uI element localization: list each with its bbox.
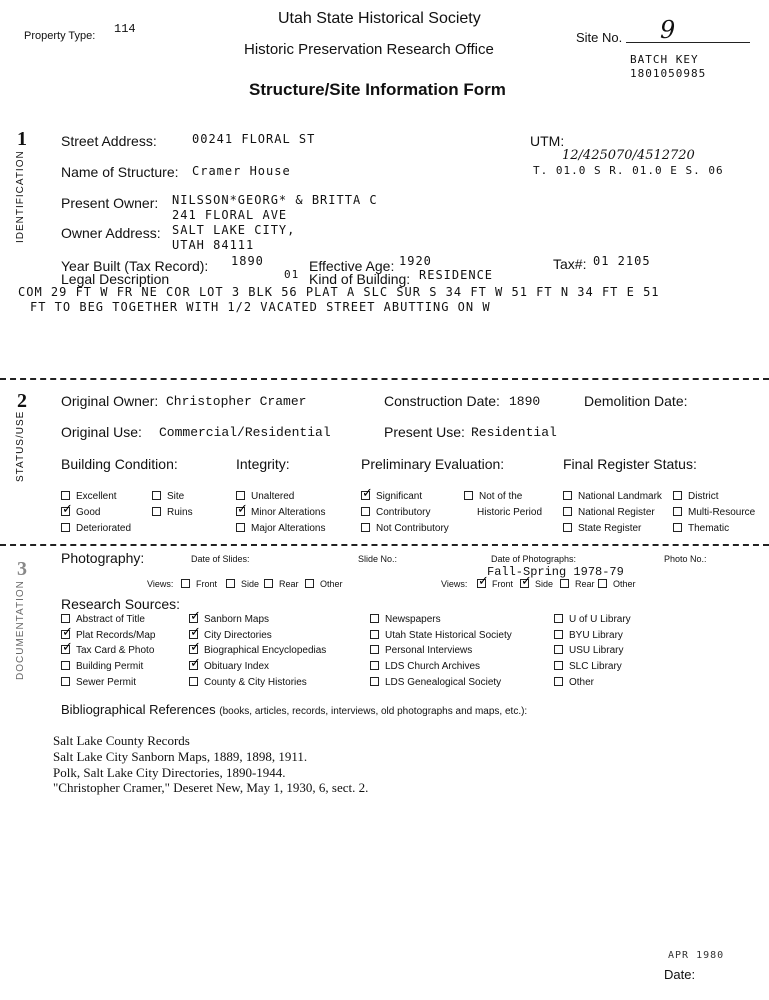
checkbox-icon <box>181 579 190 588</box>
section-3-number: 3 <box>17 558 27 580</box>
utm-label: UTM: <box>530 133 565 149</box>
kind-of-building-value: RESIDENCE <box>419 268 494 282</box>
checkbox-icon <box>563 507 572 516</box>
effective-age-value: 1920 <box>399 254 432 268</box>
structure-name-label: Name of Structure: <box>61 164 179 180</box>
checked-checkbox-icon <box>61 507 70 516</box>
source-county-city-histories[interactable]: County & City Histories <box>189 677 307 688</box>
slide-view-front[interactable]: Front <box>181 579 217 589</box>
photo-views-label: Views: <box>441 579 468 589</box>
checkbox-icon <box>370 645 379 654</box>
register-district-option[interactable]: District <box>673 491 719 502</box>
batch-key-value: 1801050985 <box>630 67 707 80</box>
source-personal-interviews[interactable]: Personal Interviews <box>370 645 472 656</box>
year-built-value: 1890 <box>231 254 264 268</box>
source-tax-card[interactable]: ✓Tax Card & Photo <box>61 645 154 656</box>
checked-checkbox-icon <box>61 645 70 654</box>
condition-excellent-option[interactable]: Excellent <box>61 491 117 502</box>
construction-date-label: Construction Date: <box>384 393 500 409</box>
construction-date-value: 1890 <box>509 394 541 409</box>
evaluation-significant-option[interactable]: ✓Significant <box>361 491 422 502</box>
utm-value: 12/425070/4512720 <box>562 148 695 163</box>
source-slc-library[interactable]: SLC Library <box>554 661 622 672</box>
source-city-directories[interactable]: ✓City Directories <box>189 630 272 641</box>
trs-value: T. 01.0 S R. 01.0 E S. 06 <box>533 164 724 177</box>
checkbox-icon <box>370 630 379 639</box>
checkbox-icon <box>554 677 563 686</box>
form-title: Structure/Site Information Form <box>249 80 506 99</box>
present-use-label: Present Use: <box>384 424 465 440</box>
checked-checkbox-icon <box>361 491 370 500</box>
checked-checkbox-icon <box>189 645 198 654</box>
photo-no-label: Photo No.: <box>664 554 707 564</box>
final-register-status-label: Final Register Status: <box>563 456 697 472</box>
office-name: Historic Preservation Research Office <box>244 41 494 58</box>
demolition-date-label: Demolition Date: <box>584 393 688 409</box>
checkbox-icon <box>264 579 273 588</box>
property-type-label: Property Type: <box>24 30 96 42</box>
original-owner-value: Christopher Cramer <box>166 394 307 409</box>
bibliographical-references-heading <box>61 702 527 717</box>
checkbox-icon <box>236 491 245 500</box>
checkbox-icon <box>226 579 235 588</box>
legal-description-line1: COM 29 FT W FR NE COR LOT 3 BLK 56 PLAT A SLC SUR S 34 FT W 51 FT N 34 FT E 51 <box>18 285 660 299</box>
research-sources-label: Research Sources: <box>61 596 181 612</box>
original-owner-label: Original Owner: <box>61 393 159 409</box>
checkbox-icon <box>61 614 70 623</box>
slide-views-label: Views: <box>147 579 174 589</box>
bibliographical-references-label: Bibliographical References <box>61 702 216 717</box>
tax-label: Tax#: <box>553 256 587 272</box>
condition-ruins-option[interactable]: Ruins <box>152 507 193 518</box>
owner-address-label: Owner Address: <box>61 225 161 241</box>
slide-view-other[interactable]: Other <box>305 579 343 589</box>
source-utah-state-historical-society[interactable]: Utah State Historical Society <box>370 630 512 641</box>
checkbox-icon <box>236 523 245 532</box>
checked-checkbox-icon <box>189 630 198 639</box>
tax-value: 01 2105 <box>593 254 651 268</box>
identification-side-label: IDENTIFICATION <box>15 150 26 243</box>
integrity-minor-alterations-option[interactable]: ✓Minor Alterations <box>236 507 325 518</box>
register-state-register-option[interactable]: State Register <box>563 523 641 534</box>
preliminary-evaluation-label: Preliminary Evaluation: <box>361 456 505 472</box>
source-obituary-index[interactable]: ✓Obituary Index <box>189 661 269 672</box>
checkbox-icon <box>370 677 379 686</box>
checkbox-icon <box>152 507 161 516</box>
owner-address-line2: SALT LAKE CITY, <box>172 223 296 237</box>
date-of-photographs-value: Fall-Spring 1978-79 <box>487 565 624 579</box>
evaluation-historic-period-text: Historic Period <box>477 507 543 518</box>
checkbox-icon <box>464 491 473 500</box>
source-lds-church-archives[interactable]: LDS Church Archives <box>370 661 480 672</box>
structure-name-value: Cramer House <box>192 164 291 178</box>
evaluation-not-contributory-option[interactable]: Not Contributory <box>361 523 449 534</box>
reference-1: Salt Lake County Records <box>53 733 190 748</box>
date-of-photographs-label: Date of Photographs: <box>491 554 577 564</box>
documentation-side-label: DOCUMENTATION <box>15 580 26 680</box>
effective-age-label: Effective Age: <box>309 258 395 274</box>
source-sewer-permit[interactable]: Sewer Permit <box>61 677 136 688</box>
checkbox-icon <box>370 661 379 670</box>
checkbox-icon <box>673 523 682 532</box>
source-uofu-library[interactable]: U of U Library <box>554 614 631 625</box>
original-use-label: Original Use: <box>61 424 142 440</box>
date-of-slides-label: Date of Slides: <box>191 554 250 564</box>
checked-checkbox-icon <box>236 507 245 516</box>
checked-checkbox-icon <box>61 630 70 639</box>
source-usu-library[interactable]: USU Library <box>554 645 623 656</box>
kind-of-building-label: Kind of Building: <box>309 271 411 287</box>
photo-view-side[interactable]: ✓ Side <box>520 579 553 589</box>
owner-address-line1: 241 FLORAL AVE <box>172 208 288 222</box>
condition-good-option[interactable]: ✓Good <box>61 507 100 518</box>
site-no-value: 9 <box>660 16 676 44</box>
photography-label: Photography: <box>61 550 145 566</box>
condition-deteriorated-option[interactable]: Deteriorated <box>61 523 131 534</box>
legal-code: 01 <box>284 268 300 281</box>
checkbox-icon <box>61 661 70 670</box>
status-use-side-label: STATUS/USE <box>15 410 26 482</box>
original-use-value: Commercial/Residential <box>159 425 331 440</box>
integrity-major-alterations-option[interactable]: Major Alterations <box>236 523 325 534</box>
checkbox-icon <box>554 645 563 654</box>
checkbox-icon <box>370 614 379 623</box>
integrity-unaltered-option[interactable]: Unaltered <box>236 491 294 502</box>
checked-checkbox-icon <box>520 579 529 588</box>
photo-view-front[interactable]: ✓ Front <box>477 579 513 589</box>
street-address-value: 00241 FLORAL ST <box>192 132 316 146</box>
checked-checkbox-icon <box>477 579 486 588</box>
owner-address-line3: UTAH 84111 <box>172 238 255 252</box>
section-1-number: 1 <box>17 128 27 150</box>
register-national-landmark-option[interactable]: National Landmark <box>563 491 662 502</box>
section-divider-2 <box>0 544 769 546</box>
checkbox-icon <box>61 491 70 500</box>
year-built-label: Year Built (Tax Record): <box>61 258 209 274</box>
checkbox-icon <box>361 507 370 516</box>
batch-key-label: BATCH KEY <box>630 53 699 66</box>
source-building-permit[interactable]: Building Permit <box>61 661 143 672</box>
legal-description-label: Legal Description <box>61 271 170 287</box>
checkbox-icon <box>554 630 563 639</box>
checkbox-icon <box>305 579 314 588</box>
integrity-label: Integrity: <box>236 456 290 472</box>
source-abstract-of-title[interactable]: Abstract of Title <box>61 614 145 625</box>
bibliographical-references-note: (books, articles, records, interviews, old photographs and maps, etc.): <box>219 706 528 717</box>
source-newspapers[interactable]: Newspapers <box>370 614 441 625</box>
section-divider-1 <box>0 378 769 380</box>
source-lds-genealogical-society[interactable]: LDS Genealogical Society <box>370 677 501 688</box>
checkbox-icon <box>560 579 569 588</box>
checkbox-icon <box>361 523 370 532</box>
source-sanborn-maps[interactable]: ✓Sanborn Maps <box>189 614 269 625</box>
checkbox-icon <box>563 523 572 532</box>
org-name: Utah State Historical Society <box>278 10 481 27</box>
checkbox-icon <box>554 614 563 623</box>
register-multi-resource-option[interactable]: Multi-Resource <box>673 507 755 518</box>
checkbox-icon <box>61 677 70 686</box>
checked-checkbox-icon <box>189 661 198 670</box>
checkbox-icon <box>673 507 682 516</box>
legal-description-line2: FT TO BEG TOGETHER WITH 1/2 VACATED STREET ABUTTING ON W <box>30 300 491 314</box>
section-2-number: 2 <box>17 390 27 412</box>
checkbox-icon <box>673 491 682 500</box>
building-condition-label: Building Condition: <box>61 456 178 472</box>
received-stamp: APR 1980 <box>668 950 725 961</box>
property-type-value: 114 <box>114 22 136 36</box>
checkbox-icon <box>563 491 572 500</box>
checkbox-icon <box>189 677 198 686</box>
source-other[interactable]: Other <box>554 677 594 688</box>
source-plat-records[interactable]: ✓Plat Records/Map <box>61 630 155 641</box>
photo-view-other[interactable]: Other <box>598 579 636 589</box>
checked-checkbox-icon <box>189 614 198 623</box>
evaluation-contributory-option[interactable]: Contributory <box>361 507 430 518</box>
slide-view-rear[interactable]: Rear <box>264 579 299 589</box>
source-biographical-encyclopedias[interactable]: ✓Biographical Encyclopedias <box>189 645 326 656</box>
evaluation-not-historic-option[interactable]: Not of the <box>464 491 522 502</box>
register-thematic-option[interactable]: Thematic <box>673 523 729 534</box>
condition-site-option[interactable]: Site <box>152 491 184 502</box>
slide-no-label: Slide No.: <box>358 554 398 564</box>
register-national-register-option[interactable]: National Register <box>563 507 655 518</box>
checkbox-icon <box>598 579 607 588</box>
date-label: Date: <box>664 967 696 982</box>
reference-4: "Christopher Cramer," Deseret New, May 1, 1930, 6, sect. 2. <box>53 780 369 795</box>
street-address-label: Street Address: <box>61 133 157 149</box>
present-owner-label: Present Owner: <box>61 195 159 211</box>
checkbox-icon <box>554 661 563 670</box>
reference-2: Salt Lake City Sanborn Maps, 1889, 1898, 1911. <box>53 749 308 764</box>
present-use-value: Residential <box>471 425 557 440</box>
checkbox-icon <box>61 523 70 532</box>
checkbox-icon <box>152 491 161 500</box>
slide-view-side[interactable]: Side <box>226 579 259 589</box>
photo-view-rear[interactable]: Rear <box>560 579 595 589</box>
site-no-label: Site No. <box>576 30 623 45</box>
reference-3: Polk, Salt Lake City Directories, 1890-1944. <box>53 765 286 780</box>
present-owner-value: NILSSON*GEORG* & BRITTA C <box>172 193 378 207</box>
source-byu-library[interactable]: BYU Library <box>554 630 623 641</box>
